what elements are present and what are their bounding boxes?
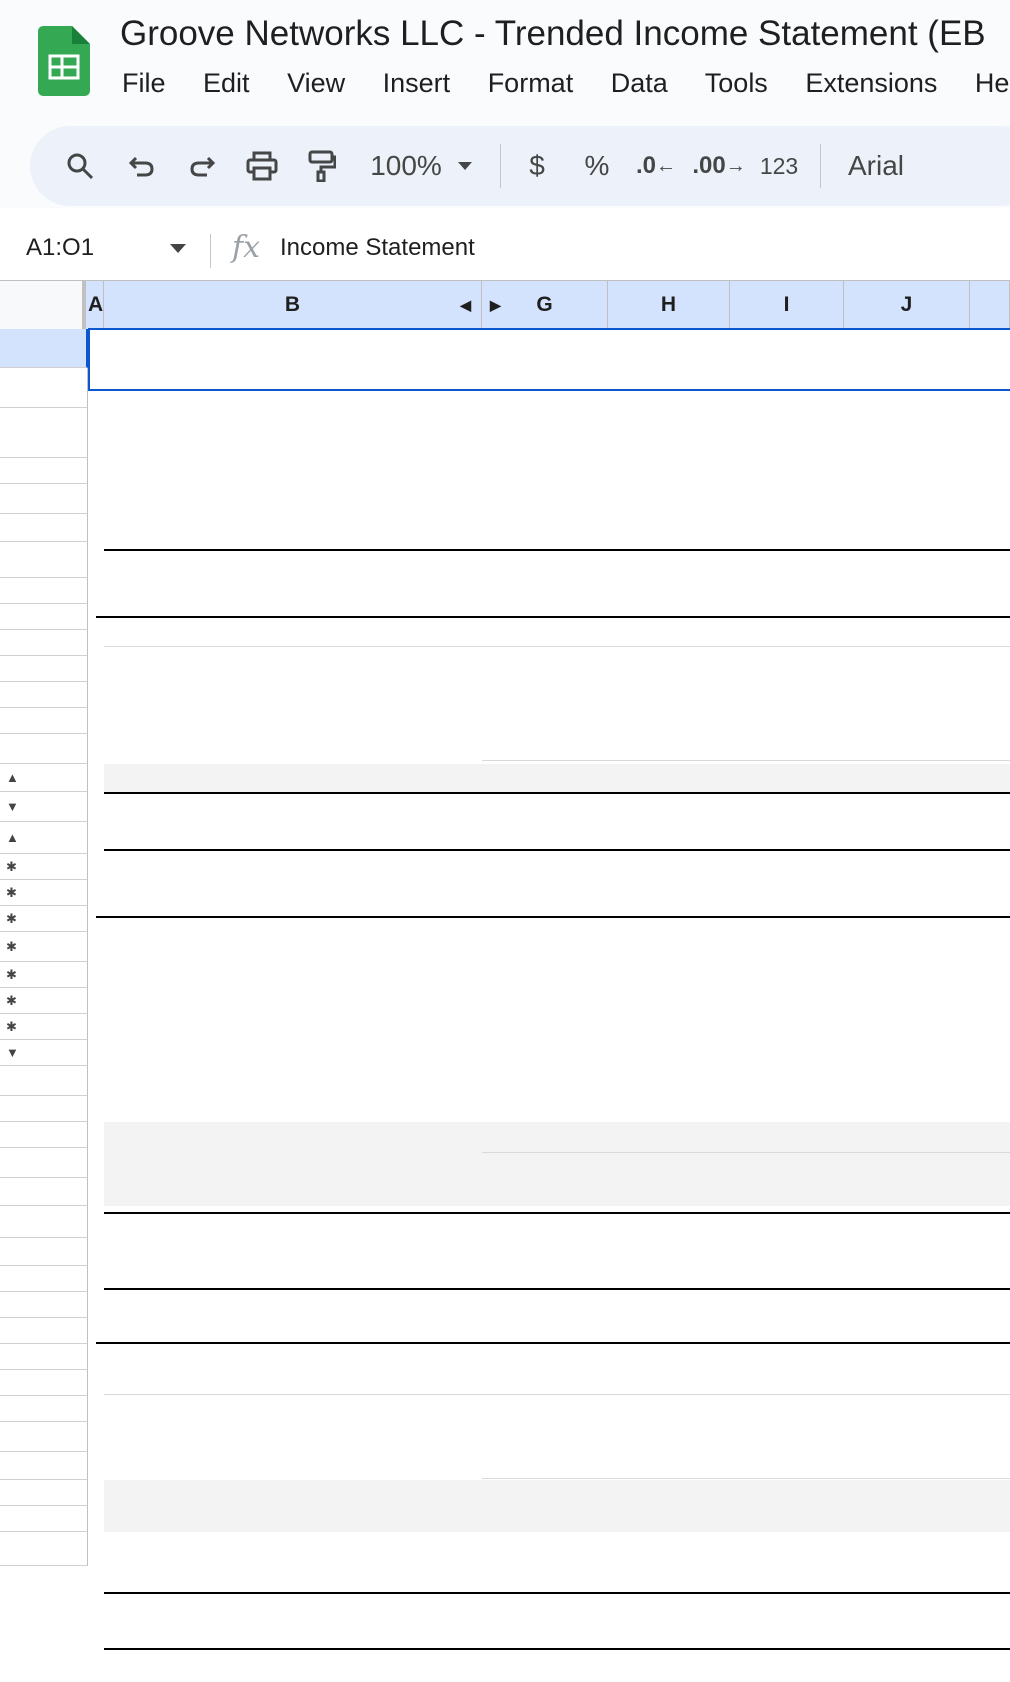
zoom-select[interactable]: 100% bbox=[370, 150, 442, 181]
value-cell[interactable] bbox=[596, 1396, 726, 1422]
row-group-toggle-icon[interactable]: ▲ bbox=[6, 770, 19, 785]
value-cell[interactable] bbox=[836, 1506, 966, 1532]
row-header-84[interactable] bbox=[0, 1506, 88, 1532]
value-cell[interactable] bbox=[836, 1396, 966, 1422]
row-header-73[interactable] bbox=[0, 1206, 88, 1238]
increase-decimal-label: .00 bbox=[692, 152, 726, 179]
formula-input[interactable]: Income Statement bbox=[280, 234, 475, 261]
row-header-68[interactable] bbox=[0, 1066, 88, 1096]
value-cell[interactable] bbox=[712, 1178, 842, 1206]
toolbar-divider bbox=[500, 144, 501, 188]
value-cell[interactable] bbox=[712, 1318, 842, 1344]
row-group-toggle-icon[interactable]: ✱ bbox=[6, 885, 17, 900]
value-cell[interactable] bbox=[474, 854, 604, 880]
value-cell[interactable] bbox=[474, 656, 604, 682]
border-rule bbox=[104, 1592, 1010, 1594]
value-cell[interactable] bbox=[836, 854, 966, 880]
value-cell[interactable] bbox=[836, 764, 966, 792]
border-rule bbox=[96, 916, 1010, 918]
toolbar-divider bbox=[820, 144, 821, 188]
value-cell[interactable] bbox=[474, 1122, 604, 1148]
value-cell[interactable] bbox=[474, 988, 604, 1014]
value-cell[interactable] bbox=[712, 1422, 842, 1452]
value-cell[interactable] bbox=[712, 880, 842, 906]
value-cell[interactable] bbox=[836, 962, 966, 988]
value-cell[interactable] bbox=[596, 1506, 726, 1532]
value-cell[interactable] bbox=[596, 1422, 726, 1452]
fx-icon: fx bbox=[232, 230, 261, 265]
value-cell[interactable] bbox=[474, 1506, 604, 1532]
value-cell[interactable] bbox=[712, 708, 842, 734]
value-cell[interactable] bbox=[474, 630, 604, 656]
month-header[interactable] bbox=[474, 514, 604, 542]
value-cell[interactable] bbox=[712, 656, 842, 682]
value-cell[interactable] bbox=[474, 708, 604, 734]
row-header-85[interactable] bbox=[0, 1532, 88, 1566]
value-cell[interactable] bbox=[836, 1480, 966, 1506]
row-header-69[interactable] bbox=[0, 1096, 88, 1122]
row-group-toggle-icon[interactable]: ▼ bbox=[6, 799, 19, 814]
border-rule bbox=[104, 1212, 1010, 1214]
border-rule bbox=[104, 1288, 1010, 1290]
row-group-toggle-icon[interactable]: ▼ bbox=[6, 1045, 19, 1060]
column-header-j[interactable]: J bbox=[844, 281, 970, 329]
value-cell[interactable] bbox=[474, 962, 604, 988]
value-cell[interactable] bbox=[474, 1422, 604, 1452]
value-cell[interactable] bbox=[836, 1014, 966, 1040]
value-cell[interactable] bbox=[474, 1396, 604, 1422]
value-cell[interactable] bbox=[836, 880, 966, 906]
border-rule bbox=[104, 646, 1010, 647]
document-title[interactable]: Groove Networks LLC - Trended Income Statement (EB bbox=[120, 14, 986, 53]
font-family-select[interactable]: Arial bbox=[847, 150, 904, 181]
increase-decimal-button[interactable] bbox=[694, 126, 744, 206]
value-cell[interactable] bbox=[596, 1040, 726, 1066]
percent-format-button[interactable]: % bbox=[584, 150, 610, 181]
name-box[interactable]: A1:O1 bbox=[26, 234, 95, 261]
selected-range-outline bbox=[88, 328, 1010, 391]
value-cell[interactable] bbox=[836, 1122, 966, 1148]
border-rule bbox=[482, 760, 1010, 761]
row-group-toggle-icon[interactable]: ✱ bbox=[6, 859, 17, 874]
value-cell[interactable] bbox=[712, 1292, 842, 1318]
caret-right-icon[interactable]: ▶ bbox=[490, 296, 501, 313]
value-cell[interactable] bbox=[836, 1422, 966, 1452]
value-cell[interactable] bbox=[474, 906, 604, 932]
month-header[interactable] bbox=[712, 514, 842, 542]
decrease-decimal-button[interactable] bbox=[634, 126, 678, 206]
row-group-toggle-icon[interactable]: ✱ bbox=[6, 1019, 17, 1034]
row-group-toggle-icon[interactable]: ✱ bbox=[6, 993, 17, 1008]
value-cell[interactable] bbox=[596, 962, 726, 988]
value-cell[interactable] bbox=[836, 932, 966, 962]
value-cell[interactable] bbox=[474, 1066, 604, 1096]
column-header-b[interactable] bbox=[104, 281, 482, 329]
value-cell[interactable] bbox=[596, 1066, 726, 1096]
value-cell[interactable] bbox=[596, 1318, 726, 1344]
value-cell[interactable] bbox=[712, 1066, 842, 1096]
value-cell[interactable] bbox=[474, 682, 604, 708]
chevron-down-icon[interactable] bbox=[450, 126, 480, 206]
formula-bar bbox=[0, 220, 1010, 280]
border-rule bbox=[104, 792, 1010, 794]
value-cell[interactable] bbox=[596, 1122, 726, 1148]
menu-extensions[interactable]: Extensions bbox=[805, 68, 938, 98]
month-header[interactable] bbox=[836, 514, 966, 542]
menu-file[interactable]: File bbox=[122, 68, 166, 98]
column-header-a[interactable]: A bbox=[86, 281, 104, 329]
row-header-75[interactable] bbox=[0, 1266, 88, 1292]
value-cell[interactable] bbox=[596, 854, 726, 880]
value-cell[interactable] bbox=[712, 764, 842, 792]
menu-insert[interactable]: Insert bbox=[382, 68, 451, 98]
value-cell[interactable] bbox=[474, 1370, 604, 1396]
column-headers bbox=[0, 280, 1010, 330]
value-cell[interactable] bbox=[712, 1370, 842, 1396]
value-cell[interactable] bbox=[712, 962, 842, 988]
value-cell[interactable] bbox=[596, 764, 726, 792]
arrow-right-icon: → bbox=[725, 154, 746, 177]
value-cell[interactable] bbox=[836, 682, 966, 708]
border-rule bbox=[482, 1478, 1010, 1479]
value-cell[interactable] bbox=[836, 1344, 966, 1370]
month-header[interactable] bbox=[596, 514, 726, 542]
value-cell[interactable] bbox=[712, 854, 842, 880]
value-cell[interactable] bbox=[836, 906, 966, 932]
row-header-10[interactable] bbox=[0, 630, 88, 656]
column-header-k[interactable] bbox=[970, 281, 1010, 329]
row-header-12[interactable] bbox=[0, 682, 88, 708]
value-cell[interactable] bbox=[474, 1014, 604, 1040]
row-header-77[interactable] bbox=[0, 1318, 88, 1344]
toolbar bbox=[30, 126, 1010, 206]
value-cell[interactable] bbox=[596, 1480, 726, 1506]
menu-edit[interactable]: Edit bbox=[203, 68, 250, 98]
row-header-74[interactable] bbox=[0, 1238, 88, 1266]
value-cell[interactable] bbox=[596, 988, 726, 1014]
value-cell[interactable] bbox=[836, 988, 966, 1014]
border-rule bbox=[104, 549, 1010, 551]
value-cell[interactable] bbox=[596, 880, 726, 906]
value-cell[interactable] bbox=[836, 1178, 966, 1206]
border-rule bbox=[96, 1342, 1010, 1344]
row-header-71[interactable] bbox=[0, 1148, 88, 1178]
value-cell[interactable] bbox=[712, 906, 842, 932]
border-rule bbox=[104, 849, 1010, 851]
border-rule bbox=[104, 1394, 1010, 1395]
value-cell[interactable] bbox=[712, 932, 842, 962]
row-header-83[interactable] bbox=[0, 1480, 88, 1506]
chevron-down-icon[interactable] bbox=[170, 244, 186, 253]
more-formats-button[interactable]: 123 bbox=[759, 152, 799, 179]
column-header-b-label: B bbox=[284, 293, 301, 316]
currency-format-button[interactable]: $ bbox=[529, 150, 545, 181]
value-cell[interactable] bbox=[712, 682, 842, 708]
value-cell[interactable] bbox=[474, 932, 604, 962]
row-header-11[interactable] bbox=[0, 656, 88, 682]
value-cell[interactable] bbox=[712, 630, 842, 656]
menu-help[interactable]: He bbox=[974, 68, 1010, 98]
row-header-8[interactable] bbox=[0, 578, 88, 604]
menu-format[interactable]: Format bbox=[487, 68, 574, 98]
paint-format-icon[interactable] bbox=[300, 126, 344, 206]
row-header-79[interactable] bbox=[0, 1370, 88, 1396]
value-cell[interactable] bbox=[712, 988, 842, 1014]
value-cell[interactable] bbox=[596, 1344, 726, 1370]
formula-divider bbox=[210, 234, 211, 268]
value-cell[interactable] bbox=[836, 1318, 966, 1344]
value-cell[interactable] bbox=[712, 1480, 842, 1506]
value-cell[interactable] bbox=[474, 764, 604, 792]
arrow-left-icon: ← bbox=[656, 154, 676, 177]
value-cell[interactable] bbox=[474, 1318, 604, 1344]
value-cell[interactable] bbox=[474, 1344, 604, 1370]
value-cell[interactable] bbox=[712, 1396, 842, 1422]
value-cell[interactable] bbox=[474, 1040, 604, 1066]
row-header-82[interactable] bbox=[0, 1452, 88, 1480]
value-cell[interactable] bbox=[712, 1506, 842, 1532]
menu-bar bbox=[122, 68, 1010, 99]
value-cell[interactable] bbox=[596, 932, 726, 962]
undo-icon[interactable] bbox=[120, 126, 164, 206]
value-cell[interactable] bbox=[596, 708, 726, 734]
value-cell[interactable] bbox=[712, 1014, 842, 1040]
column-header-g[interactable] bbox=[482, 281, 608, 329]
row-header-1[interactable] bbox=[0, 329, 88, 368]
menu-data[interactable]: Data bbox=[610, 68, 668, 98]
value-cell[interactable] bbox=[836, 1066, 966, 1096]
row-group-toggle-icon[interactable]: ✱ bbox=[6, 967, 17, 982]
row-header-81[interactable] bbox=[0, 1422, 88, 1452]
value-cell[interactable] bbox=[712, 1344, 842, 1370]
border-rule bbox=[482, 1152, 1010, 1153]
value-cell[interactable] bbox=[836, 708, 966, 734]
row-header-9[interactable] bbox=[0, 604, 88, 630]
row-header-80[interactable] bbox=[0, 1396, 88, 1422]
row-header-4[interactable] bbox=[0, 458, 88, 484]
value-cell[interactable] bbox=[836, 656, 966, 682]
row-header-13[interactable] bbox=[0, 708, 88, 734]
row-header-14[interactable] bbox=[0, 734, 88, 764]
value-cell[interactable] bbox=[596, 1014, 726, 1040]
border-rule bbox=[104, 1648, 1010, 1650]
sheets-logo-icon[interactable] bbox=[38, 26, 90, 96]
print-icon[interactable] bbox=[240, 126, 284, 206]
menu-view[interactable]: View bbox=[287, 68, 346, 98]
column-header-i[interactable]: I bbox=[730, 281, 844, 329]
menu-tools[interactable]: Tools bbox=[704, 68, 768, 98]
value-cell[interactable] bbox=[596, 630, 726, 656]
search-icon[interactable] bbox=[58, 126, 102, 206]
column-header-h[interactable]: H bbox=[608, 281, 730, 329]
row-header-6[interactable] bbox=[0, 514, 88, 542]
value-cell[interactable] bbox=[596, 906, 726, 932]
value-cell[interactable] bbox=[474, 880, 604, 906]
value-cell[interactable] bbox=[474, 1178, 604, 1206]
value-cell[interactable] bbox=[836, 630, 966, 656]
value-cell[interactable] bbox=[712, 1040, 842, 1066]
value-cell[interactable] bbox=[596, 1370, 726, 1396]
row-group-toggle-icon[interactable]: ✱ bbox=[6, 911, 17, 926]
redo-icon[interactable] bbox=[180, 126, 224, 206]
value-cell[interactable] bbox=[596, 1292, 726, 1318]
row-header-70[interactable] bbox=[0, 1122, 88, 1148]
value-cell[interactable] bbox=[836, 1040, 966, 1066]
row-header-2[interactable] bbox=[0, 368, 88, 408]
row-header-7[interactable] bbox=[0, 542, 88, 578]
value-cell[interactable] bbox=[596, 682, 726, 708]
value-cell[interactable] bbox=[836, 1370, 966, 1396]
row-header-78[interactable] bbox=[0, 1344, 88, 1370]
row-header-76[interactable] bbox=[0, 1292, 88, 1318]
row-group-toggle-icon[interactable]: ✱ bbox=[6, 939, 17, 954]
caret-left-icon[interactable]: ◀ bbox=[460, 296, 471, 313]
value-cell[interactable] bbox=[596, 656, 726, 682]
value-cell[interactable] bbox=[836, 1292, 966, 1318]
value-cell[interactable] bbox=[474, 1480, 604, 1506]
value-cell[interactable] bbox=[474, 1292, 604, 1318]
column-header-g-label: G bbox=[536, 293, 553, 316]
row-group-toggle-icon[interactable]: ▲ bbox=[6, 830, 19, 845]
row-header-72[interactable] bbox=[0, 1178, 88, 1206]
border-rule bbox=[96, 616, 1010, 618]
value-cell[interactable] bbox=[596, 1178, 726, 1206]
select-all-corner[interactable] bbox=[0, 281, 86, 329]
value-cell[interactable] bbox=[712, 1122, 842, 1148]
row-header-5[interactable] bbox=[0, 484, 88, 514]
decrease-decimal-label: .0 bbox=[635, 152, 656, 179]
row-header-3[interactable] bbox=[0, 408, 88, 458]
